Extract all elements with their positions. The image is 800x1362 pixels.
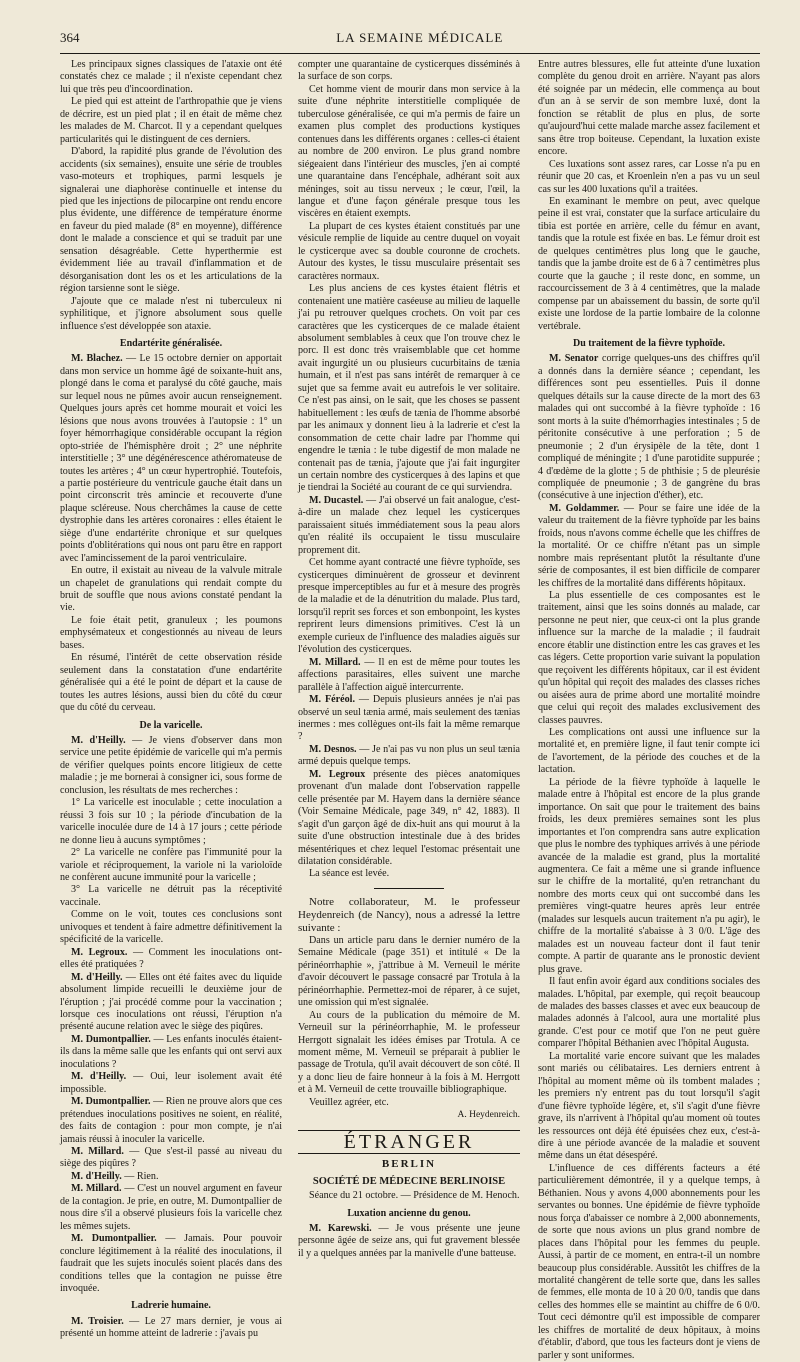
section-heading: Du traitement de la fièvre typhoïde. [572, 337, 725, 349]
paragraph: M. Desnos. — Je n'ai pas vu non plus un seul tænia armé depuis quelque temps. [298, 743, 520, 768]
speaker-name: M. Dumontpallier. [71, 1033, 151, 1045]
paragraph: M. Millard. — Il en est de même pour toutes les affections parasitaires, elles suivent une marche parallèle à l'affection aiguë intercurrente. [298, 656, 521, 693]
speaker-name: M. d'Heilly. [71, 1170, 122, 1182]
paragraph: M. Senator corrige quelques-uns des chiffres qu'il a donnés dans la dernière séance ; cependant, les différences sont peu essentielles. Puis il donne quelques détails sur la cause directe de la mort des 63 malades qui ont succombé à la fièvre typhoïde : 16 sont morts à la suite d'hémorrhagies intestinales ; 5 de péritonite consécutive à une perforation ; 5 de pneumonie ; 2 d'un érysipèle de la tête, dont 1 compliqué de méningite ; 1 d'une parotidite suppurée ; 4 d'œdème de la glotte ; 5 de phthisie ; 5 de pleurésie compliquée de pneumonie ; 3 de gangrène du bras (consécutive à une injection d'éther), etc. [538, 353, 760, 502]
paragraph: Veuillez agréer, etc. [309, 1096, 389, 1108]
paragraph: En résumé, l'intérêt de cette observation réside seulement dans la constatation d'une endartérite généralisée qui a été le point de départ et la cause de toutes les autres lésions, aussi bien du côté du cœur que du côté du cerveau. [60, 652, 282, 714]
paragraph: M. Dumontpallier. — Les enfants inoculés étaient-ils dans la même salle que les enfants qui ont servi aux inoculations ? [60, 1033, 283, 1070]
speaker-name: M. d'Heilly. [71, 735, 126, 747]
speaker-name: M. Troisier. [71, 1315, 124, 1327]
paragraph: D'abord, la rapidité plus grande de l'évolution des accidents (six semaines), ensuite une série de troubles vaso-moteurs et trophiques, parmi lesquels je signalerai une diaphorèse continuelle et intense du pied que les injections de pilocarpine ont rendu encore plus évidente, une différence de température énorme en faveur du pied malade (8° en moyenne), différence dont le malade a conscience et qui se traduit par une sensation désagréable. Cette hyperthermie est évidemment liée au travail d'inflammation et de désorganisation dont les os et les articulations de la région tarsienne sont le siège. [60, 146, 282, 295]
session-line: Séance du 21 octobre. — Présidence de M. Henoch. [309, 1190, 520, 1202]
paragraph: 1° La varicelle est inoculable ; cette inoculation a réussi 3 fois sur 10 ; la période d'incubation de la varicelle inoculée dure de 14 à 17 jours ; cette période ne donne lieu à aucuns symptômes ; [60, 797, 282, 846]
speaker-name: M. Senator [549, 353, 599, 365]
paragraph: M. Millard. — C'est un nouvel argument en faveur de la contagion. Je prie, en outre, M. Dumontpallier de nous dire s'il a observé plusieurs fois la varicelle chez les mêmes sujets. [60, 1183, 282, 1232]
paragraph: La séance est levée. [309, 868, 390, 880]
paragraph: La plus essentielle de ces composantes est le traitement, ainsi que les soins donnés au malade, car personne ne peut nier, que ceux-ci ont la plus grande influence sur la marche de la maladie ; il faudrait encore établir une distinction entre les cas graves et les cas légers. Cette proportion varie suivant la population que reçoivent les différents hôpitaux, car il est évident qu'un hôpital qui reçoit des malades des classes riches ou aisées aura de prime abord une mortalité moindre que celui qui reçoit des malades exclusivement des classes pauvres. [538, 590, 760, 726]
paragraph: En examinant le membre on peut, avec quelque peine il est vrai, constater que la surface articulaire du tibia est portée en arrière, celle du fémur en avant, tandis que la rotule est fixée en bas. Le fémur droit est de quelques centimètres plus long que le gauche, tandis que la jambe droite est de 6 à 7 centimètres plus courte que la gauche ; il reste donc, en somme, un raccourcissement de 3 à 4 centimètres, que la malade compense par un abaissement du bassin, de sorte qu'il existe une lordose de la partie lombaire de la colonne vertébrale. [538, 195, 760, 332]
speaker-name: M. Ducastel. [309, 494, 364, 506]
paragraph: M. Karewski. — Je vous présente une jeune personne âgée de seize ans, qui fut gravement blessée il y a quelques années par la manivelle d'une batteuse. [298, 1222, 520, 1259]
signature: A. Heydenreich. [457, 1110, 520, 1121]
paragraph: M. d'Heilly. — Elles ont été faites avec du liquide absolument limpide recueilli le deuxième jour de l'éruption ; j'ai procédé comme pour la vaccination ; lorsque ces inoculations ont réussi, l'éruption n'a présenté aucune relation avec le siège des piqûres. [60, 971, 283, 1033]
paragraph: M. Goldammer. — Pour se faire une idée de la valeur du traitement de la fièvre typhoïde par les bains froids, nous n'avons comme échelle que les chiffres de la mortalité. Or ce chiffre n'étant pas un simple nombre mais représentant plutôt la résultante d'une série de composantes, il est bien difficile de comparer les chiffres de la mortalité dans différents hôpitaux. [538, 502, 761, 589]
paragraph: Les complications ont aussi une influence sur la mortalité et, en première ligne, il faut tenir compte ici de l'avortement, de la période des couches et de la lactation. [538, 727, 760, 776]
paragraph: M. d'Heilly. — Oui, leur isolement avait été impossible. [60, 1071, 283, 1095]
paragraph: La mortalité varie encore suivant que les malades sont mariés ou célibataires. Les derniers entrent à l'hôpital au moment même où ils tombent malades ; les premiers n'y entrent pas du tout lorsqu'il s'agit d'une fièvre typhoïde légère, et, s'il s'agit d'une fièvre grave, ils n'arrivent à l'hôpital qu'au moment où toutes les ressources ont déjà été épuisées chez eux, c'est-à-dire à une période avancée de la maladie et souvent même dans un état désespéré. [538, 1050, 760, 1162]
paragraph: Les principaux signes classiques de l'ataxie ont été constatés chez ce malade ; il n'existe cependant chez lui que très peu d'incoordination. [60, 59, 282, 95]
paragraph: 2° La varicelle ne confère pas l'immunité pour la variole et réciproquement, la variole ni la varioloïde ne confèrent aucune immunité pour la varicelle ; [60, 847, 282, 883]
speaker-name: M. Millard. [71, 1183, 122, 1195]
paragraph: La plupart de ces kystes étaient constitués par une vésicule remplie de liquide au centre duquel on voyait le cysticerque avec sa double couronne de crochets. Autour des kystes, le tissu musculaire présentait ses caractères normaux. [298, 220, 520, 282]
speaker-name: M. d'Heilly. [71, 971, 123, 983]
paragraph: M. Troisier. — Le 27 mars dernier, je vous ai présenté un homme atteint de ladrerie : j'avais pu [60, 1315, 282, 1340]
paragraph: Le pied qui est atteint de l'arthropathie que je viens de décrire, est un pied plat ; il en était de même chez les malades de M. Charcot. Il y a cependant quelques particularités qui le distinguent de ces derniers. [60, 96, 282, 145]
paragraph: 3° La varicelle ne détruit pas la réceptivité vaccinale. [60, 884, 282, 908]
paragraph: M. Millard. — Que s'est-il passé au niveau du siège des piqûres ? [60, 1145, 282, 1170]
paragraph: Dans un article paru dans le dernier numéro de la Semaine Médicale (page 351) et intitulé « De la périnéorrhaphie », j'attribue à M. Verneuil le mérite d'avoir découvert le passage consacré par Trotula à la périnéorrhaphie. Permettez-moi de réparer, à ce sujet, une omission qui m'est signalée. [298, 934, 520, 1009]
paragraph: compter une quarantaine de cysticerques disséminés à la surface de son corps. [298, 59, 520, 83]
paragraph: M. Féréol. — Depuis plusieurs années je n'ai pas observé un seul tænia armé, mais seulement des tænias inermes : mes collègues ont-ils fait la même remarque ? [298, 694, 520, 743]
section-heading: Ladrerie humaine. [131, 1300, 211, 1312]
paragraph: Entre autres blessures, elle fut atteinte d'une luxation complète du genou droit en arrière. N'ayant pas alors été soignée par un médecin, elle commença au bout d'un an à se servir de son membre luxé, dont la fonction se rétablit de plus en plus, de sorte qu'aujourd'hui cette malade marche assez facilement et sans être trop boiteuse. Cependant, la luxation existe encore. [538, 59, 760, 158]
paragraph: Cet homme ayant contracté une fièvre typhoïde, ses cysticerques diminuèrent de grosseur et devinrent presque imperceptibles au fur et à mesure des progrès de la maladie et de la dénutrition du malade. Plus tard, lorsqu'il reprit ses forces et son embonpoint, les kystes reprirent leurs dimensions primitives. C'est là un exemple curieux de l'influence des maladies aiguës sur l'évolution des cysticerques. [298, 557, 520, 656]
speaker-name: M. Blachez. [71, 353, 123, 365]
page-number: 364 [60, 30, 80, 45]
paragraph: L'influence de ces différents facteurs a été particulièrement démontrée, il y a quelque temps, à Béthanien. Nous y avons 4,000 abonnements pour les servantes ou bonnes. Une épidémie de fièvre typhoïde nous força d'abaisser ce nombre à 2,000 abonnements, de sorte que nous avions un plus grand nombre de places dans l'hôpital pour les femmes du peuple. Aussi, à partir de ce moment, en entra-t-il un nombre beaucoup plus considérable. Aussitôt les chiffres de la mortalité changèrent de telle sorte que, dans les salles de femmes, elle monta de 10 à 20 0/0, tandis que dans celles des hommes elle se maintint au chiffre de 6 0/0. Tout ceci démontre qu'il est impossible de comparer les chiffres de mortalité de deux hôpitaux, à moins d'établir, d'abord, que tous les facteurs dont je viens de parler y sont uniformes. [538, 1162, 760, 1361]
paragraph: Il faut enfin avoir égard aux conditions sociales des malades. L'hôpital, par exemple, qui reçoit beaucoup de malades des basses classes et avec eux beaucoup de malades adonnés à l'alcool, aura une mortalité plus grande. C'est pour ce motif que l'on ne peut guère comparer l'hôpital Béthanien avec l'hôpital Augusta. [538, 976, 760, 1050]
column-1 [60, 59, 283, 1340]
section-heading: Luxation ancienne du genou. [347, 1207, 471, 1219]
separator-rule [374, 888, 444, 889]
paragraph: Cet homme vient de mourir dans mon service à la suite d'une néphrite interstitielle compliquée de tuberculose généralisée, ce qui m'a permis de faire un examen plus complet des productions kystiques contenues dans les différents organes : celles-ci étaient au nombre de 200 environ. Le plus grand nombre siégeaient dans l'intérieur des muscles, j'en ai compté une quarantaine dans l'encéphale, adhérant soit aux méninges, soit au tissu nerveux ; le cœur, l'œil, la langue et d'une façon générale presque tous les viscères en étaient exempts. [298, 83, 520, 220]
speaker-name: M. Millard. [71, 1145, 124, 1157]
speaker-name: M. Legroux. [71, 946, 128, 958]
paragraph: M. d'Heilly. — Rien. [71, 1170, 159, 1182]
speaker-name: M. Karewski. [309, 1222, 372, 1234]
speaker-name: M. Legroux [309, 768, 366, 780]
paragraph: M. Blachez. — Le 15 octobre dernier on apportait dans mon service un homme âgé de soixante-huit ans, plongé dans le coma et paralysé du côté gauche, mais sur lequel nous ne pûmes avoir aucun renseignement. Quelques jours après cet homme mourait et voici les lésions que nous avons trouvées à l'autopsie : 1° un foyer hémorrhagique considérable occupant la région opto-striée de l'hémisphère droit ; 2° une néphrite interstitielle ; 3° une dégénérescence athéromateuse de toutes les artères ; 4° un cœur hypertrophié. Toutefois, a partie postérieure du ventricule gauche était dans un point circonscrit très amincie et recouverte d'une plaque scléreuse. Nous cherchâmes la cause de cette dystrophie dans les artères coronaires : elles étaient le siège d'une endartérite chronique et sur quelques points d'oblitérations qui nous ont paru être en rapport avec l'amincissement de la paroi ventriculaire. [60, 353, 282, 564]
page-header [60, 30, 760, 52]
speaker-name: M. Féréol. [309, 694, 355, 706]
paragraph: La période de la fièvre typhoïde à laquelle le malade entre à l'hôpital est encore de la plus grande importance. On sait que pour le traitement des bains froids, les deux premières semaines sont les plus importantes et l'on comprendra sans autre explication que plus le nombre des typhiques arrivés à une période avancée de la maladie est grand, plus la mortalité augmentera. Ce fait a même une si grande influence sur le chiffre de la mortalité, qu'en retranchant du nombre des morts ceux qui ont succombé dans les premières vingt-quatre heures après leur entrée (malades sur lesquels aucun traitement n'a pu agir), le chiffre de la mortalité s'abaisse à 3 0/0. L'âge des malades est un nouveau facteur dont il faut tenir compte. A partir de quarante ans le pronostic devient plus grave. [538, 776, 760, 975]
speaker-name: M. Goldammer. [549, 502, 620, 514]
speaker-name: M. Desnos. [309, 743, 357, 755]
paragraph: M. Dumontpallier. — Rien ne prouve alors que ces prétendues inoculations positives ne soient, en réalité, des faits de contagion : pour mon compte, je n'ai jamais réussi à inoculer la varicelle. [60, 1096, 283, 1145]
paragraph: Les plus anciens de ces kystes étaient flétris et contenaient une matière caséeuse au milieu de laquelle j'ai pu retrouver quelques crochets. On voit par ces caractères que les cysticerques de ce malade étaient absolument semblables à ceux que l'on trouve chez le porc. Il est donc très vraisemblable que cet homme avait ingurgité un ou plusieurs cucurbitains de tænia humain, et il n'est pas sans intérêt de remarquer à ce sujet que sa femme avait eu autrefois le ver solitaire. Ce n'est pas ainsi, on le sait, que les choses se passent habituellement : les œufs de tænia de l'homme absorbé par les animaux y donnent lieu à la ladrerie et c'est la consommation de cette chair ladre par l'homme qui engendre le tænia : le tube digestif de mon malade ne contenait pas de tænia, j'ajoute que j'ai fait ingurgiter un certain nombre des cysticerques à des lapins et que je tiendrai la Société au courant de ce qui surviendra. [298, 283, 520, 494]
paragraph: M. d'Heilly. — Je viens d'observer dans mon service une petite épidémie de varicelle qui m'a permis de vérifier quelques points encore litigieux de cette maladie ; je me bornerai à consigner ici, sous forme de conclusion, les résultats de mes recherches : [60, 735, 282, 796]
paragraph: Notre collaborateur, M. le professeur Heydenreich (de Nancy), nous a adressé la lettre suivante : [298, 895, 520, 934]
paragraph: J'ajoute que ce malade n'est ni tuberculeux ni syphilitique, et j'ignore absolument sous quelle influence s'est développée son ataxie. [60, 295, 282, 332]
header-rule [60, 53, 760, 54]
journal-title: LA SEMAINE MÉDICALE [336, 30, 504, 45]
section-heading: Endartérite généralisée. [119, 337, 223, 349]
section-title-etranger: ÉTRANGER [298, 1130, 520, 1154]
column-2 [298, 59, 521, 1259]
paragraph: Ces luxations sont assez rares, car Losse n'a pu en réunir que 20 cas, et Kroenlein n'en a pas vu un seul cas sur les 400 luxations qu'il a traitées. [538, 158, 760, 195]
paragraph: M. Legroux présente des pièces anatomiques provenant d'un malade dont l'observation rappelle celle présentée par M. Hayem dans la dernière séance (Voir Semaine Médicale, page 349, n° 42, 1883). Il s'agit d'un garçon âgé de dix-huit ans qui mourut à la suite d'une obstruction intestinale due à des brides mésentériques et chez lequel l'estomac présentait une dilatation considérable. [298, 768, 520, 867]
paragraph: M. Legroux. — Comment les inoculations ont-elles été pratiquées ? [60, 946, 282, 971]
paragraph: M. Ducastel. — J'ai observé un fait analogue, c'est-à-dire un malade chez lequel les cysticerques paraissaient situés immédiatement sous la peau alors qu'en réalité ils occupaient le tissu musculaire proprement dit. [298, 494, 521, 556]
speaker-name: M. Millard. [309, 656, 361, 668]
society-heading: SOCIÉTÉ DE MÉDECINE BERLINOISE [312, 1175, 506, 1187]
column-3 [538, 59, 761, 1361]
speaker-name: M. Dumontpallier. [71, 1096, 151, 1108]
speaker-name: M. Dumontpallier. [71, 1233, 157, 1245]
section-heading: De la varicelle. [139, 719, 203, 731]
paragraph: En outre, il existait au niveau de la valvule mitrale un chapelet de granulations qui rendait compte du bruit de souffle que nous avions constaté pendant la vie. [60, 565, 282, 614]
paragraph: Au cours de la publication du mémoire de M. Verneuil sur la périnéorrhaphie, M. le professeur Herrgott signalait les idées émises par Trotula. A ce moment même, M. Verneuil se préparait à publier le passage de Trotula, qu'il avait découvert de son côté. Il y a donc lieu de faire honneur à la fois à M. Herrgott et à M. Verneuil de cette trouvaille bibliographique. [298, 1009, 520, 1096]
speaker-name: M. d'Heilly. [71, 1071, 127, 1083]
city-heading: BERLIN [381, 1158, 437, 1171]
paragraph: M. Dumontpallier. — Jamais. Pour pouvoir conclure légitimement à la réalité des inoculations, il faudrait que les sujets inoculés soient placés dans des conditions telles que la contagion ne puisse être invoquée. [60, 1233, 282, 1294]
paragraph: Le foie était petit, granuleux ; les poumons emphysémateux et congestionnés au niveau de leurs bases. [60, 614, 282, 651]
paragraph: Comme on le voit, toutes ces conclusions sont univoques et tendent à faire admettre définitivement la spécificité de la varicelle. [60, 909, 282, 946]
